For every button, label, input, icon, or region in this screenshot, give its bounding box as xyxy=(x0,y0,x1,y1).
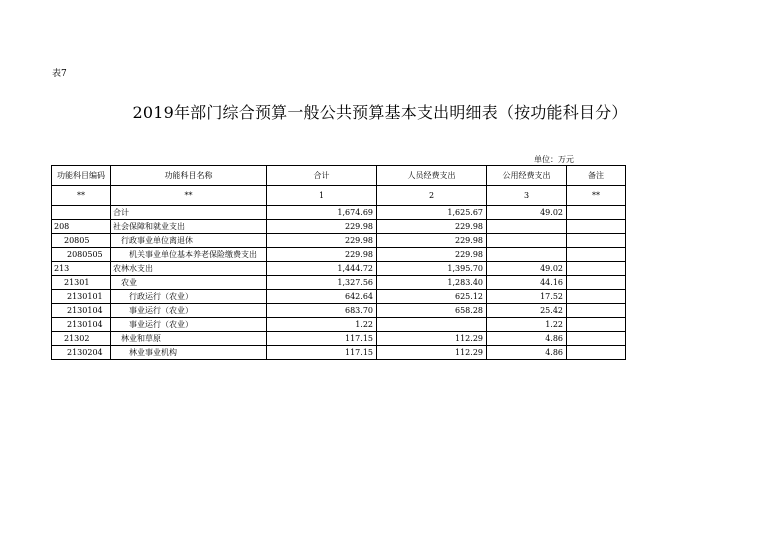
note-cell xyxy=(567,262,626,276)
index-cell: ** xyxy=(567,186,626,206)
header-name: 功能科目名称 xyxy=(111,166,267,186)
name-cell: 林业和草原 xyxy=(111,332,267,346)
code-cell: 213 xyxy=(52,262,111,276)
page-title: 2019年部门综合预算一般公共预算基本支出明细表（按功能科目分） xyxy=(132,103,628,122)
header-personnel: 人员经费支出 xyxy=(377,166,487,186)
personnel-cell xyxy=(377,318,487,332)
index-cell: ** xyxy=(111,186,267,206)
table-row xyxy=(52,332,626,346)
code-cell: 21302 xyxy=(52,332,111,346)
table-row xyxy=(52,304,626,318)
personnel-cell: 1,395.70 xyxy=(377,262,487,276)
name-cell: 行政运行（农业） xyxy=(111,290,267,304)
index-row xyxy=(52,186,626,206)
note-cell xyxy=(567,234,626,248)
note-cell xyxy=(567,346,626,360)
name-cell: 合计 xyxy=(111,206,267,220)
personnel-cell: 112.29 xyxy=(377,332,487,346)
code-cell: 208 xyxy=(52,220,111,234)
public-cell: 25.42 xyxy=(487,304,567,318)
name-cell: 行政事业单位离退休 xyxy=(111,234,267,248)
total-cell: 1,674.69 xyxy=(267,206,377,220)
code-cell xyxy=(52,206,111,220)
public-cell xyxy=(487,248,567,262)
code-cell: 2130104 xyxy=(52,304,111,318)
note-cell xyxy=(567,332,626,346)
public-cell: 4.86 xyxy=(487,346,567,360)
note-cell xyxy=(567,304,626,318)
table-row xyxy=(52,290,626,304)
code-cell: 2130204 xyxy=(52,346,111,360)
unit-label: 单位：万元 xyxy=(534,155,574,164)
table-row xyxy=(52,220,626,234)
table-number: 表7 xyxy=(52,69,67,79)
personnel-cell: 1,625.67 xyxy=(377,206,487,220)
total-cell: 229.98 xyxy=(267,234,377,248)
name-cell: 林业事业机构 xyxy=(111,346,267,360)
table-row xyxy=(52,262,626,276)
public-cell: 4.86 xyxy=(487,332,567,346)
personnel-cell: 625.12 xyxy=(377,290,487,304)
total-cell: 642.64 xyxy=(267,290,377,304)
table-row xyxy=(52,248,626,262)
code-cell: 21301 xyxy=(52,276,111,290)
header-note: 备注 xyxy=(567,166,626,186)
total-cell: 1,327.56 xyxy=(267,276,377,290)
header-code: 功能科目编码 xyxy=(52,166,111,186)
header-row xyxy=(52,166,626,186)
name-cell: 农业 xyxy=(111,276,267,290)
header-total: 合计 xyxy=(267,166,377,186)
total-cell: 117.15 xyxy=(267,346,377,360)
code-cell: 2130101 xyxy=(52,290,111,304)
table-row xyxy=(52,346,626,360)
name-cell: 事业运行（农业） xyxy=(111,304,267,318)
index-cell: ** xyxy=(52,186,111,206)
total-cell: 117.15 xyxy=(267,332,377,346)
public-cell xyxy=(487,220,567,234)
name-cell: 农林水支出 xyxy=(111,262,267,276)
header-public: 公用经费支出 xyxy=(487,166,567,186)
name-cell: 社会保障和就业支出 xyxy=(111,220,267,234)
table-row xyxy=(52,318,626,332)
expenditure-table xyxy=(51,165,626,360)
personnel-cell: 1,283.40 xyxy=(377,276,487,290)
public-cell: 1.22 xyxy=(487,318,567,332)
note-cell xyxy=(567,248,626,262)
note-cell xyxy=(567,276,626,290)
index-cell: 3 xyxy=(487,186,567,206)
public-cell xyxy=(487,234,567,248)
index-cell: 1 xyxy=(267,186,377,206)
code-cell: 2080505 xyxy=(52,248,111,262)
personnel-cell: 229.98 xyxy=(377,248,487,262)
note-cell xyxy=(567,290,626,304)
name-cell: 机关事业单位基本养老保险缴费支出 xyxy=(111,248,267,262)
total-cell: 1.22 xyxy=(267,318,377,332)
code-cell: 20805 xyxy=(52,234,111,248)
note-cell xyxy=(567,220,626,234)
table-row xyxy=(52,234,626,248)
personnel-cell: 112.29 xyxy=(377,346,487,360)
total-cell: 683.70 xyxy=(267,304,377,318)
public-cell: 49.02 xyxy=(487,206,567,220)
personnel-cell: 229.98 xyxy=(377,220,487,234)
personnel-cell: 658.28 xyxy=(377,304,487,318)
total-cell: 1,444.72 xyxy=(267,262,377,276)
note-cell xyxy=(567,206,626,220)
name-cell: 事业运行（农业） xyxy=(111,318,267,332)
note-cell xyxy=(567,318,626,332)
public-cell: 44.16 xyxy=(487,276,567,290)
public-cell: 17.52 xyxy=(487,290,567,304)
personnel-cell: 229.98 xyxy=(377,234,487,248)
index-cell: 2 xyxy=(377,186,487,206)
total-cell: 229.98 xyxy=(267,220,377,234)
public-cell: 49.02 xyxy=(487,262,567,276)
table-row xyxy=(52,206,626,220)
code-cell: 2130104 xyxy=(52,318,111,332)
table-row xyxy=(52,276,626,290)
total-cell: 229.98 xyxy=(267,248,377,262)
